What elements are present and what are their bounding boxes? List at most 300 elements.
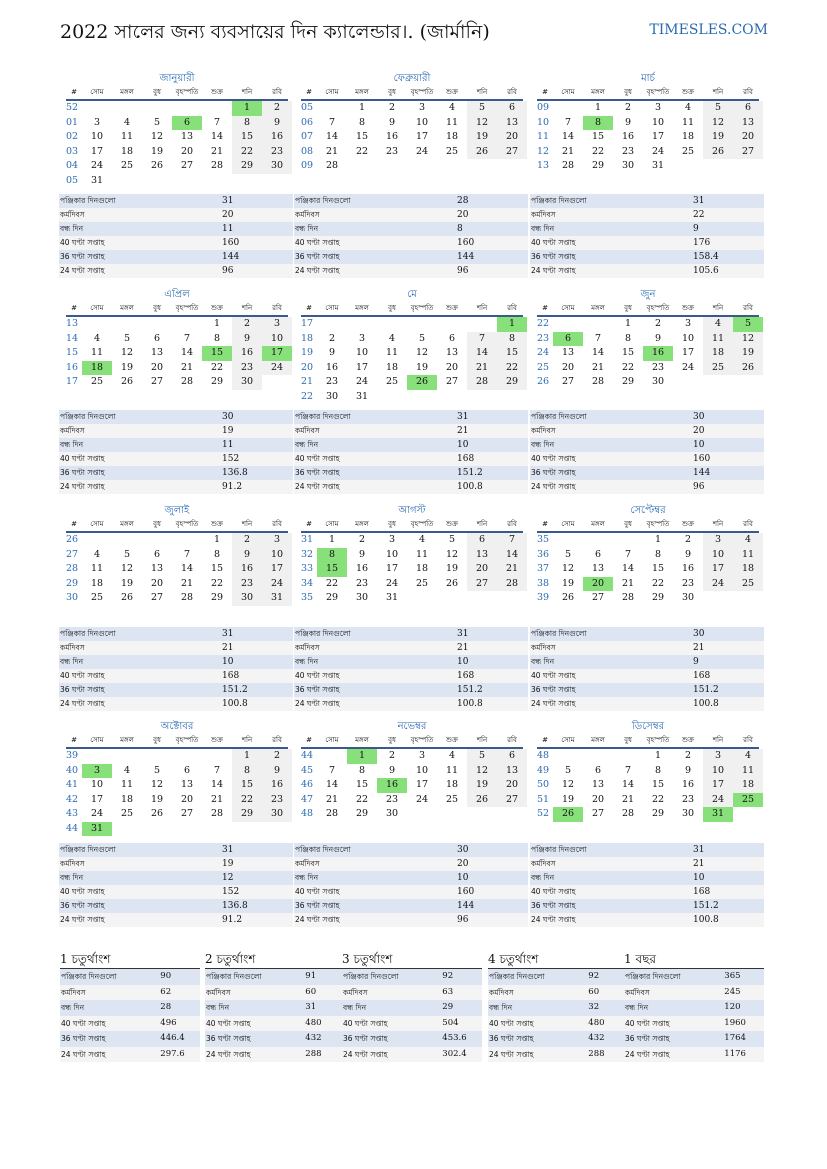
stat-value: 160 bbox=[693, 454, 711, 464]
day-cell: 15 bbox=[651, 563, 665, 574]
day-cell: 18 bbox=[385, 361, 399, 373]
week-number: 46 bbox=[301, 779, 314, 790]
week-number: 41 bbox=[66, 779, 79, 790]
summary-label: 36 ঘণ্টা সপ্তাহ bbox=[206, 1034, 251, 1043]
stat-label: 36 ঘণ্টা সপ্তাহ bbox=[295, 252, 340, 261]
summary-value: 63 bbox=[442, 986, 454, 997]
stat-value: 91.2 bbox=[222, 482, 243, 492]
summary-label: 24 ঘণ্টা সপ্তাহ bbox=[625, 1049, 670, 1059]
day-cell: 11 bbox=[90, 563, 104, 574]
day-cell: 21 bbox=[210, 793, 224, 805]
day-cell bbox=[673, 375, 703, 390]
summary-value: 297.6 bbox=[160, 1048, 185, 1059]
stat-value: 10 bbox=[457, 873, 469, 883]
holiday-day: 1 bbox=[497, 317, 527, 332]
day-cell: 10 bbox=[651, 116, 665, 128]
day-cell: 7 bbox=[497, 533, 527, 548]
summary-label: কর্মদিবস bbox=[625, 987, 650, 997]
day-cell: 27 bbox=[467, 577, 497, 592]
week-row bbox=[301, 778, 523, 793]
day-cell: 21 bbox=[591, 361, 605, 373]
stat-value: 22 bbox=[693, 210, 705, 220]
month-name: এপ্রিল bbox=[164, 289, 190, 300]
week-row bbox=[66, 548, 288, 563]
stat-row bbox=[294, 669, 528, 683]
day-cell: 13 bbox=[561, 347, 575, 358]
day-cell: 10 bbox=[385, 548, 399, 560]
day-cell: 19 bbox=[120, 361, 134, 373]
day-cell: 2 bbox=[388, 750, 396, 761]
summary-label: পঞ্জিকার দিনগুলো bbox=[625, 972, 681, 981]
stat-value: 21 bbox=[693, 859, 705, 869]
summary-label: বন্ধ দিন bbox=[206, 1003, 230, 1012]
day-cell: 4 bbox=[733, 533, 763, 548]
day-cell: 20 bbox=[180, 145, 194, 157]
day-cell: 22 bbox=[355, 145, 369, 157]
weekday-label: মঙ্গল bbox=[591, 88, 605, 96]
week-row bbox=[537, 548, 759, 563]
day-cell: 14 bbox=[210, 131, 224, 142]
day-cell: 18 bbox=[415, 563, 429, 574]
month-name: জানুয়ারী bbox=[159, 73, 195, 84]
day-cell: 7 bbox=[467, 332, 497, 347]
day-cell: 10 bbox=[681, 332, 695, 344]
day-cell: 16 bbox=[262, 778, 292, 793]
stat-row bbox=[59, 871, 293, 885]
day-cell bbox=[553, 749, 583, 764]
weekday-label: বুধ bbox=[624, 88, 632, 96]
day-cell: 22 bbox=[210, 577, 224, 589]
weekday-label: শনি bbox=[476, 736, 488, 744]
stat-row bbox=[294, 697, 528, 711]
day-cell: 1 bbox=[594, 102, 602, 113]
stat-row bbox=[530, 236, 764, 250]
stat-row bbox=[59, 697, 293, 711]
weekday-label: মঙ্গল bbox=[355, 304, 369, 312]
day-cell: 10 bbox=[703, 764, 733, 779]
summary-value: 92 bbox=[588, 971, 600, 981]
day-cell: 25 bbox=[703, 361, 733, 376]
week-row bbox=[66, 130, 288, 145]
week-number: 22 bbox=[301, 390, 314, 402]
day-cell: 8 bbox=[358, 116, 366, 128]
week-number: 03 bbox=[66, 145, 79, 157]
stat-label: পঞ্জিকার দিনগুলো bbox=[531, 196, 587, 205]
day-cell: 27 bbox=[445, 376, 459, 387]
week-number: 35 bbox=[301, 592, 314, 603]
stat-label: বন্ধ দিন bbox=[295, 873, 319, 882]
holiday-day: 5 bbox=[733, 317, 763, 332]
stat-value: 158.4 bbox=[693, 252, 719, 262]
day-cell: 24 bbox=[651, 145, 665, 157]
holiday-day: 18 bbox=[82, 361, 112, 376]
day-cell bbox=[202, 749, 232, 764]
stat-value: 136.8 bbox=[222, 468, 248, 478]
day-cell: 28 bbox=[210, 160, 224, 171]
week-row bbox=[537, 116, 759, 131]
weekday-label: বুধ bbox=[388, 736, 396, 744]
stat-value: 31 bbox=[693, 845, 705, 855]
day-cell: 9 bbox=[388, 764, 396, 776]
stat-label: 36 ঘণ্টা সপ্তাহ bbox=[531, 468, 576, 477]
day-cell: 11 bbox=[681, 116, 695, 128]
week-row bbox=[537, 130, 759, 145]
stat-label: 24 ঘণ্টা সপ্তাহ bbox=[531, 699, 576, 708]
stat-value: 31 bbox=[693, 196, 705, 206]
day-cell: 24 bbox=[703, 577, 733, 592]
stat-row bbox=[294, 194, 528, 208]
day-cell: 21 bbox=[325, 145, 339, 157]
day-cell: 2 bbox=[684, 534, 692, 545]
day-cell bbox=[112, 317, 142, 332]
summary-label: 40 ঘণ্টা সপ্তাহ bbox=[625, 1018, 670, 1028]
day-cell: 6 bbox=[497, 749, 527, 764]
day-cell: 13 bbox=[467, 548, 497, 563]
day-cell: 10 bbox=[415, 116, 429, 128]
week-row bbox=[301, 577, 523, 592]
day-cell bbox=[262, 174, 292, 189]
month-stats bbox=[59, 194, 293, 278]
month-stats bbox=[294, 843, 528, 927]
stat-row bbox=[530, 871, 764, 885]
day-cell: 16 bbox=[621, 131, 635, 142]
stat-value: 8 bbox=[457, 224, 463, 234]
day-cell: 30 bbox=[232, 591, 262, 606]
day-cell: 23 bbox=[681, 577, 695, 589]
weekday-label: শনি bbox=[241, 520, 253, 528]
stat-value: 168 bbox=[457, 671, 475, 681]
day-cell bbox=[733, 807, 763, 822]
month-block bbox=[301, 72, 523, 174]
summary-row bbox=[342, 1016, 482, 1032]
weekday-label: রবি bbox=[743, 88, 753, 96]
summary-label: 36 ঘণ্টা সপ্তাহ bbox=[489, 1034, 534, 1043]
weekday-label: সোম bbox=[325, 88, 339, 96]
day-cell: 6 bbox=[467, 533, 497, 548]
summary-label: বন্ধ দিন bbox=[625, 1003, 649, 1012]
stat-label: 24 ঘণ্টা সপ্তাহ bbox=[60, 699, 105, 708]
summary-row bbox=[60, 985, 200, 1001]
stat-value: 20 bbox=[457, 859, 469, 869]
day-cell: 30 bbox=[325, 390, 339, 402]
holiday-day: 6 bbox=[172, 116, 202, 131]
stat-row bbox=[59, 264, 293, 278]
weekday-header bbox=[537, 86, 759, 101]
day-cell bbox=[583, 317, 613, 332]
day-cell: 9 bbox=[684, 764, 692, 776]
day-cell: 14 bbox=[621, 779, 635, 790]
day-cell bbox=[407, 591, 437, 606]
weekday-label: # bbox=[306, 88, 312, 96]
summary-value: 1960 bbox=[724, 1017, 746, 1028]
holiday-day: 25 bbox=[733, 793, 763, 808]
summary-row bbox=[624, 985, 764, 1001]
day-cell: 14 bbox=[180, 347, 194, 358]
holiday-day: 26 bbox=[407, 375, 437, 390]
weekday-label: রবি bbox=[743, 520, 753, 528]
stat-row bbox=[294, 641, 528, 655]
day-cell: 11 bbox=[445, 116, 459, 128]
day-cell: 19 bbox=[467, 130, 497, 145]
week-number: 48 bbox=[537, 750, 550, 761]
summary-label: কর্মদিবস bbox=[61, 987, 86, 997]
weekday-label: # bbox=[542, 88, 548, 96]
stat-label: কর্মদিবস bbox=[60, 643, 85, 652]
stat-label: বন্ধ দিন bbox=[295, 440, 319, 449]
weekday-label: শনি bbox=[712, 88, 724, 96]
weekday-header bbox=[66, 86, 288, 101]
month-stats bbox=[530, 194, 764, 278]
summary-value: 496 bbox=[160, 1017, 177, 1028]
day-cell: 26 bbox=[733, 361, 763, 376]
stat-value: 96 bbox=[457, 915, 469, 925]
day-cell bbox=[142, 101, 172, 116]
stat-value: 31 bbox=[222, 629, 234, 639]
day-cell bbox=[112, 822, 142, 837]
day-cell: 15 bbox=[591, 131, 605, 142]
stat-value: 151.2 bbox=[457, 685, 483, 695]
day-cell: 17 bbox=[90, 793, 104, 805]
stat-value: 152 bbox=[222, 887, 240, 897]
day-cell: 17 bbox=[385, 563, 399, 574]
day-cell: 17 bbox=[415, 779, 429, 790]
stat-row bbox=[294, 466, 528, 480]
summary-label: পঞ্জিকার দিনগুলো bbox=[206, 972, 262, 981]
day-cell: 19 bbox=[120, 577, 134, 589]
day-cell: 10 bbox=[415, 764, 429, 776]
summary-label: বন্ধ দিন bbox=[61, 1003, 85, 1012]
day-cell: 21 bbox=[180, 577, 194, 589]
day-cell: 13 bbox=[180, 131, 194, 142]
weekday-label: # bbox=[306, 304, 312, 312]
week-row bbox=[66, 533, 288, 548]
weekday-label: সোম bbox=[561, 520, 575, 528]
week-row bbox=[66, 778, 288, 793]
weekday-label: # bbox=[71, 520, 77, 528]
weekday-label: মঙ্গল bbox=[355, 736, 369, 744]
day-cell: 7 bbox=[624, 764, 632, 776]
holiday-day: 15 bbox=[317, 562, 347, 577]
day-cell: 5 bbox=[467, 101, 497, 116]
week-row bbox=[66, 577, 288, 592]
stat-label: 24 ঘণ্টা সপ্তাহ bbox=[295, 482, 340, 491]
day-cell: 27 bbox=[591, 592, 605, 603]
day-cell: 13 bbox=[497, 764, 527, 779]
week-number: 10 bbox=[537, 116, 550, 128]
stat-label: 24 ঘণ্টা সপ্তাহ bbox=[531, 915, 576, 924]
day-cell: 28 bbox=[467, 375, 497, 390]
week-row bbox=[66, 562, 288, 577]
day-cell: 24 bbox=[90, 808, 104, 819]
day-cell: 22 bbox=[355, 793, 369, 805]
day-cell: 18 bbox=[681, 131, 695, 142]
stat-row bbox=[530, 250, 764, 264]
stat-row bbox=[59, 250, 293, 264]
day-cell bbox=[553, 317, 583, 332]
day-cell: 30 bbox=[621, 160, 635, 171]
stat-row bbox=[59, 641, 293, 655]
day-cell: 11 bbox=[415, 548, 429, 560]
summary-label: 36 ঘণ্টা সপ্তাহ bbox=[61, 1034, 106, 1043]
summary-value: 480 bbox=[305, 1017, 322, 1028]
weekday-label: মঙ্গল bbox=[120, 88, 134, 96]
stat-row bbox=[530, 843, 764, 857]
day-cell: 30 bbox=[681, 592, 695, 603]
week-row bbox=[537, 562, 759, 577]
weekday-header bbox=[301, 734, 523, 749]
stat-label: 36 ঘণ্টা সপ্তাহ bbox=[295, 685, 340, 694]
stat-value: 30 bbox=[457, 845, 469, 855]
day-cell: 2 bbox=[232, 533, 262, 548]
day-cell: 15 bbox=[355, 779, 369, 790]
stat-row bbox=[530, 857, 764, 871]
stat-label: কর্মদিবস bbox=[531, 426, 556, 435]
day-cell bbox=[437, 807, 467, 822]
summary-label: 24 ঘণ্টা সপ্তাহ bbox=[489, 1049, 534, 1059]
summary-row bbox=[60, 1000, 200, 1016]
stat-row bbox=[294, 480, 528, 494]
day-cell: 28 bbox=[621, 808, 635, 819]
stat-row bbox=[294, 885, 528, 899]
day-cell: 21 bbox=[621, 793, 635, 805]
day-cell: 13 bbox=[591, 779, 605, 790]
month-name: ফেব্রুয়ারী bbox=[393, 73, 431, 84]
day-cell: 27 bbox=[497, 145, 527, 160]
day-cell: 25 bbox=[445, 793, 459, 805]
stat-label: কর্মদিবস bbox=[531, 859, 556, 868]
weekday-label: সোম bbox=[90, 88, 104, 96]
week-row bbox=[66, 375, 288, 390]
day-cell bbox=[497, 159, 527, 174]
day-cell: 7 bbox=[564, 116, 572, 128]
day-cell: 11 bbox=[120, 131, 134, 142]
day-cell: 6 bbox=[153, 548, 161, 560]
day-cell bbox=[262, 375, 292, 390]
stat-value: 144 bbox=[457, 252, 475, 262]
stat-row bbox=[530, 697, 764, 711]
weekday-label: বৃহস্পতি bbox=[646, 304, 670, 312]
day-cell: 3 bbox=[703, 749, 733, 764]
day-cell: 16 bbox=[262, 130, 292, 145]
stat-label: 40 ঘণ্টা সপ্তাহ bbox=[531, 238, 576, 247]
week-number: 40 bbox=[66, 764, 79, 776]
month-stats bbox=[59, 627, 293, 711]
stat-row bbox=[59, 669, 293, 683]
day-cell: 5 bbox=[467, 749, 497, 764]
day-cell: 29 bbox=[210, 592, 224, 603]
stat-label: 40 ঘণ্টা সপ্তাহ bbox=[295, 887, 340, 896]
day-cell bbox=[202, 174, 232, 189]
weekday-label: বৃহস্পতি bbox=[175, 736, 199, 744]
stat-row bbox=[294, 627, 528, 641]
stat-row bbox=[294, 410, 528, 424]
month-block bbox=[66, 720, 288, 836]
day-cell: 28 bbox=[497, 577, 527, 592]
month-stats bbox=[59, 410, 293, 494]
week-number: 26 bbox=[66, 534, 79, 545]
day-cell: 23 bbox=[232, 577, 262, 592]
week-number: 25 bbox=[537, 361, 550, 373]
day-cell bbox=[347, 159, 377, 174]
summary-row bbox=[624, 1047, 764, 1063]
stat-row bbox=[530, 627, 764, 641]
summary-row bbox=[205, 1016, 345, 1032]
week-number: 52 bbox=[66, 102, 79, 113]
holiday-day: 15 bbox=[202, 346, 232, 361]
summary-block bbox=[488, 950, 628, 1062]
day-cell: 7 bbox=[594, 332, 602, 344]
stat-value: 31 bbox=[222, 196, 234, 206]
day-cell: 20 bbox=[497, 778, 527, 793]
stat-value: 160 bbox=[457, 238, 475, 248]
stat-value: 11 bbox=[222, 224, 234, 234]
summary-value: 62 bbox=[160, 986, 172, 997]
day-cell bbox=[613, 533, 643, 548]
day-cell: 26 bbox=[150, 160, 164, 171]
stat-value: 9 bbox=[693, 224, 699, 234]
stat-row bbox=[294, 857, 528, 871]
summary-value: 365 bbox=[724, 971, 741, 981]
day-cell: 7 bbox=[183, 548, 191, 560]
site-name: TIMESLES.COM bbox=[649, 22, 768, 38]
summary-value: 432 bbox=[305, 1033, 322, 1043]
day-cell: 30 bbox=[385, 808, 399, 819]
weekday-label: রবি bbox=[272, 304, 282, 312]
summary-row bbox=[342, 1000, 482, 1016]
stat-label: 40 ঘণ্টা সপ্তাহ bbox=[531, 454, 576, 463]
week-number: 20 bbox=[301, 361, 314, 373]
day-cell bbox=[317, 317, 347, 332]
weekday-label: # bbox=[542, 520, 548, 528]
holiday-day: 26 bbox=[553, 807, 583, 822]
weekday-label: শুক্র bbox=[211, 304, 223, 312]
stat-row bbox=[530, 208, 764, 222]
summary-row bbox=[205, 1031, 345, 1047]
day-cell: 7 bbox=[213, 764, 221, 776]
stat-value: 10 bbox=[693, 873, 705, 883]
day-cell: 24 bbox=[90, 160, 104, 171]
day-cell: 11 bbox=[733, 548, 763, 563]
summary-value: 90 bbox=[160, 971, 172, 981]
weekday-label: মঙ্গল bbox=[120, 304, 134, 312]
week-number: 27 bbox=[66, 548, 79, 560]
stat-row bbox=[530, 410, 764, 424]
weekday-label: রবি bbox=[507, 88, 517, 96]
weekday-label: শুক্র bbox=[682, 304, 694, 312]
day-cell: 26 bbox=[467, 145, 497, 160]
weekday-header bbox=[301, 302, 523, 317]
day-cell: 25 bbox=[733, 577, 763, 592]
summary-row bbox=[342, 1047, 482, 1063]
stat-label: পঞ্জিকার দিনগুলো bbox=[60, 412, 116, 421]
day-cell: 17 bbox=[355, 361, 369, 373]
stat-value: 20 bbox=[693, 426, 705, 436]
week-row bbox=[301, 749, 523, 764]
stat-row bbox=[530, 194, 764, 208]
stat-value: 30 bbox=[693, 412, 705, 422]
weekday-label: মঙ্গল bbox=[120, 736, 134, 744]
stat-row bbox=[294, 236, 528, 250]
weekday-label: রবি bbox=[507, 520, 517, 528]
day-cell: 19 bbox=[150, 145, 164, 157]
weekday-label: শুক্র bbox=[682, 520, 694, 528]
weekday-label: বুধ bbox=[153, 88, 161, 96]
stat-label: 24 ঘণ্টা সপ্তাহ bbox=[60, 266, 105, 275]
week-row bbox=[66, 749, 288, 764]
day-cell bbox=[172, 101, 202, 116]
day-cell: 11 bbox=[703, 332, 733, 347]
stat-label: 40 ঘণ্টা সপ্তাহ bbox=[60, 238, 105, 247]
